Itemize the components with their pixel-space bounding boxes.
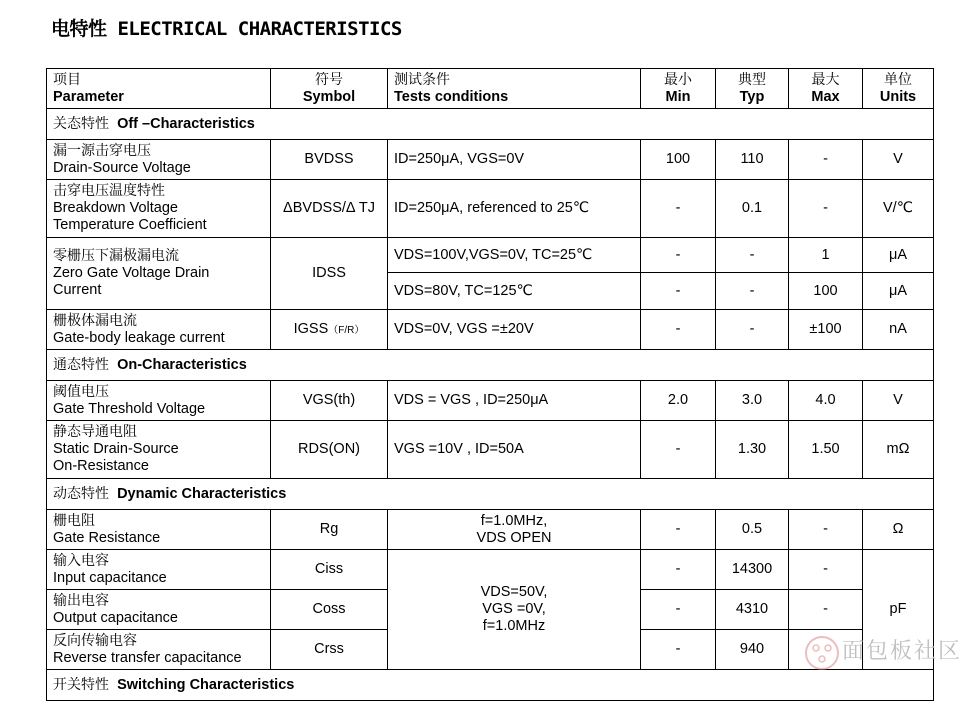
table-row: 输出电容 Output capacitance Coss - 4310 - [47, 590, 934, 630]
section-on: 通态特性 On-Characteristics [47, 350, 934, 381]
table-row: 栅极体漏电流 Gate-body leakage current IGSS（F/R） VDS=0V, VGS =±20V - - ±100 nA [47, 310, 934, 350]
table-row: 阈值电压 Gate Threshold Voltage VGS(th) VDS = VGS , ID=250μA 2.0 3.0 4.0 V [47, 381, 934, 421]
watermark-text: 面包板社区 [842, 639, 963, 664]
table-row: 输入电容 Input capacitance Ciss VDS=50V, VGS =0V, f=1.0MHz - 14300 - pF [47, 550, 934, 590]
header-row: 项目 Parameter 符号 Symbol 测试条件 Tests conditions 最小 Min 典型 Typ 最大 Max 单位 Units [47, 69, 934, 109]
table-row: 漏一源击穿电压 Drain-Source Voltage BVDSS ID=250μA, VGS=0V 100 110 - V [47, 140, 934, 180]
page-title: 电特性 ELECTRICAL CHARACTERISTICS [51, 18, 402, 40]
section-dynamic: 动态特性 Dynamic Characteristics [47, 479, 934, 510]
table-row: 栅电阻 Gate Resistance Rg f=1.0MHz, VDS OPEN - 0.5 - Ω [47, 510, 934, 550]
table-row: 击穿电压温度特性 Breakdown Voltage Temperature Coefficient ΔBVDSS/Δ TJ ID=250μA, referenced to 25℃ - 0.1 - V/℃ [47, 180, 934, 238]
table-row: 反向传输电容 Reverse transfer capacitance Crss - 940 [47, 630, 934, 670]
electrical-characteristics-table [46, 68, 934, 701]
table-row: 零栅压下漏极漏电流 Zero Gate Voltage Drain Current IDSS VDS=100V,VGS=0V, TC=25℃ - - 1 μA [47, 238, 934, 273]
section-switching: 开关特性 Switching Characteristics [47, 670, 934, 701]
table-row: 静态导通电阻 Static Drain-Source On-Resistance RDS(ON) VGS =10V , ID=50A - 1.30 1.50 mΩ [47, 421, 934, 479]
table-row: VDS=80V, TC=125℃ - - 100 μA [47, 273, 934, 310]
section-off: 关态特性 Off –Characteristics [47, 109, 934, 140]
